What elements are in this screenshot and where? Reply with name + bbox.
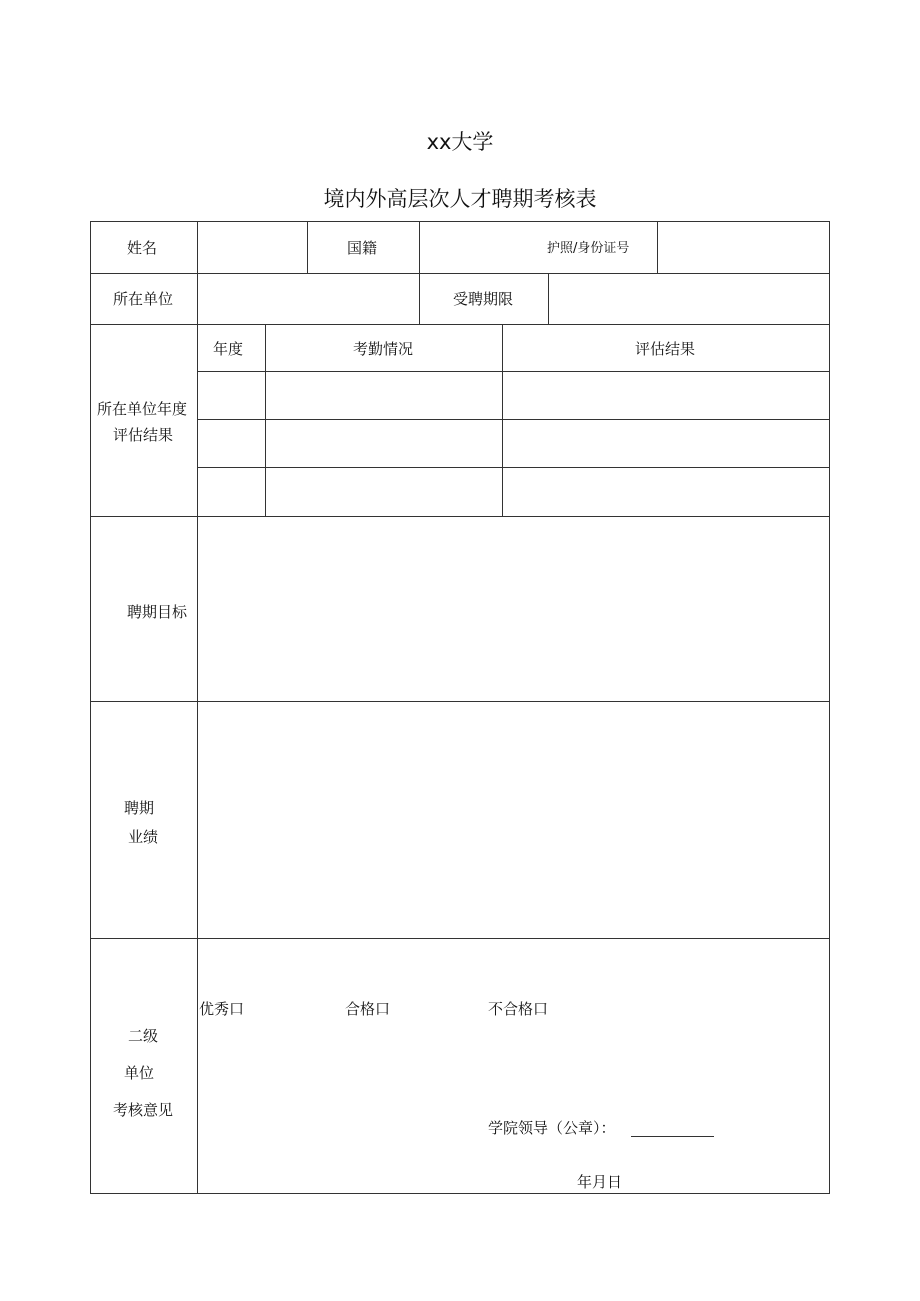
unit-field[interactable] — [198, 274, 419, 324]
col-header-result: 评估结果 — [635, 340, 696, 358]
document-title: xx大学 — [426, 130, 494, 154]
row-divider — [91, 938, 829, 939]
document-subtitle: 境内外高层次人才聘期考核表 — [323, 187, 597, 211]
goal-field[interactable] — [198, 517, 829, 701]
attendance-cell[interactable] — [266, 372, 502, 419]
date-label: 年月日 — [577, 1173, 623, 1191]
unit-label: 所在单位 — [113, 290, 174, 308]
passport-field[interactable] — [658, 222, 829, 273]
signature-line[interactable] — [631, 1136, 714, 1137]
result-cell[interactable] — [503, 468, 829, 516]
result-cell[interactable] — [503, 420, 829, 467]
nationality-label: 国籍 — [347, 239, 378, 257]
passport-label: 护照/身份证号 — [547, 241, 630, 256]
assessment-form — [90, 221, 830, 1194]
row-divider — [91, 324, 829, 325]
nationality-field[interactable] — [420, 222, 550, 273]
annual-eval-label-line2: 评估结果 — [113, 426, 174, 444]
option-qualified[interactable]: 合格口 — [345, 1000, 391, 1018]
year-cell[interactable] — [198, 372, 265, 419]
attendance-cell[interactable] — [266, 468, 502, 516]
col-divider — [307, 222, 308, 273]
performance-field[interactable] — [198, 702, 829, 938]
year-cell[interactable] — [198, 420, 265, 467]
leader-label: 学院领导（公章）： — [488, 1119, 616, 1137]
term-label: 受聘期限 — [453, 290, 514, 308]
performance-label-line2: 业绩 — [128, 828, 159, 846]
opinion-label-line3: 考核意见 — [113, 1101, 174, 1119]
attendance-cell[interactable] — [266, 420, 502, 467]
col-header-attendance: 考勤情况 — [353, 340, 414, 358]
term-field[interactable] — [549, 274, 829, 324]
col-divider — [419, 273, 420, 324]
option-excellent[interactable]: 优秀口 — [199, 1000, 245, 1018]
col-header-year: 年度 — [213, 340, 244, 358]
goal-label: 聘期目标 — [127, 603, 188, 621]
annual-eval-label-line1: 所在单位年度 — [97, 400, 188, 418]
year-cell[interactable] — [198, 468, 265, 516]
opinion-label-line1: 二级 — [128, 1027, 159, 1045]
result-cell[interactable] — [503, 372, 829, 419]
performance-label-line1: 聘期 — [124, 799, 155, 817]
name-field[interactable] — [198, 222, 307, 273]
opinion-label-line2: 单位 — [124, 1064, 155, 1082]
option-unqualified[interactable]: 不合格口 — [488, 1000, 549, 1018]
name-label: 姓名 — [127, 239, 158, 257]
